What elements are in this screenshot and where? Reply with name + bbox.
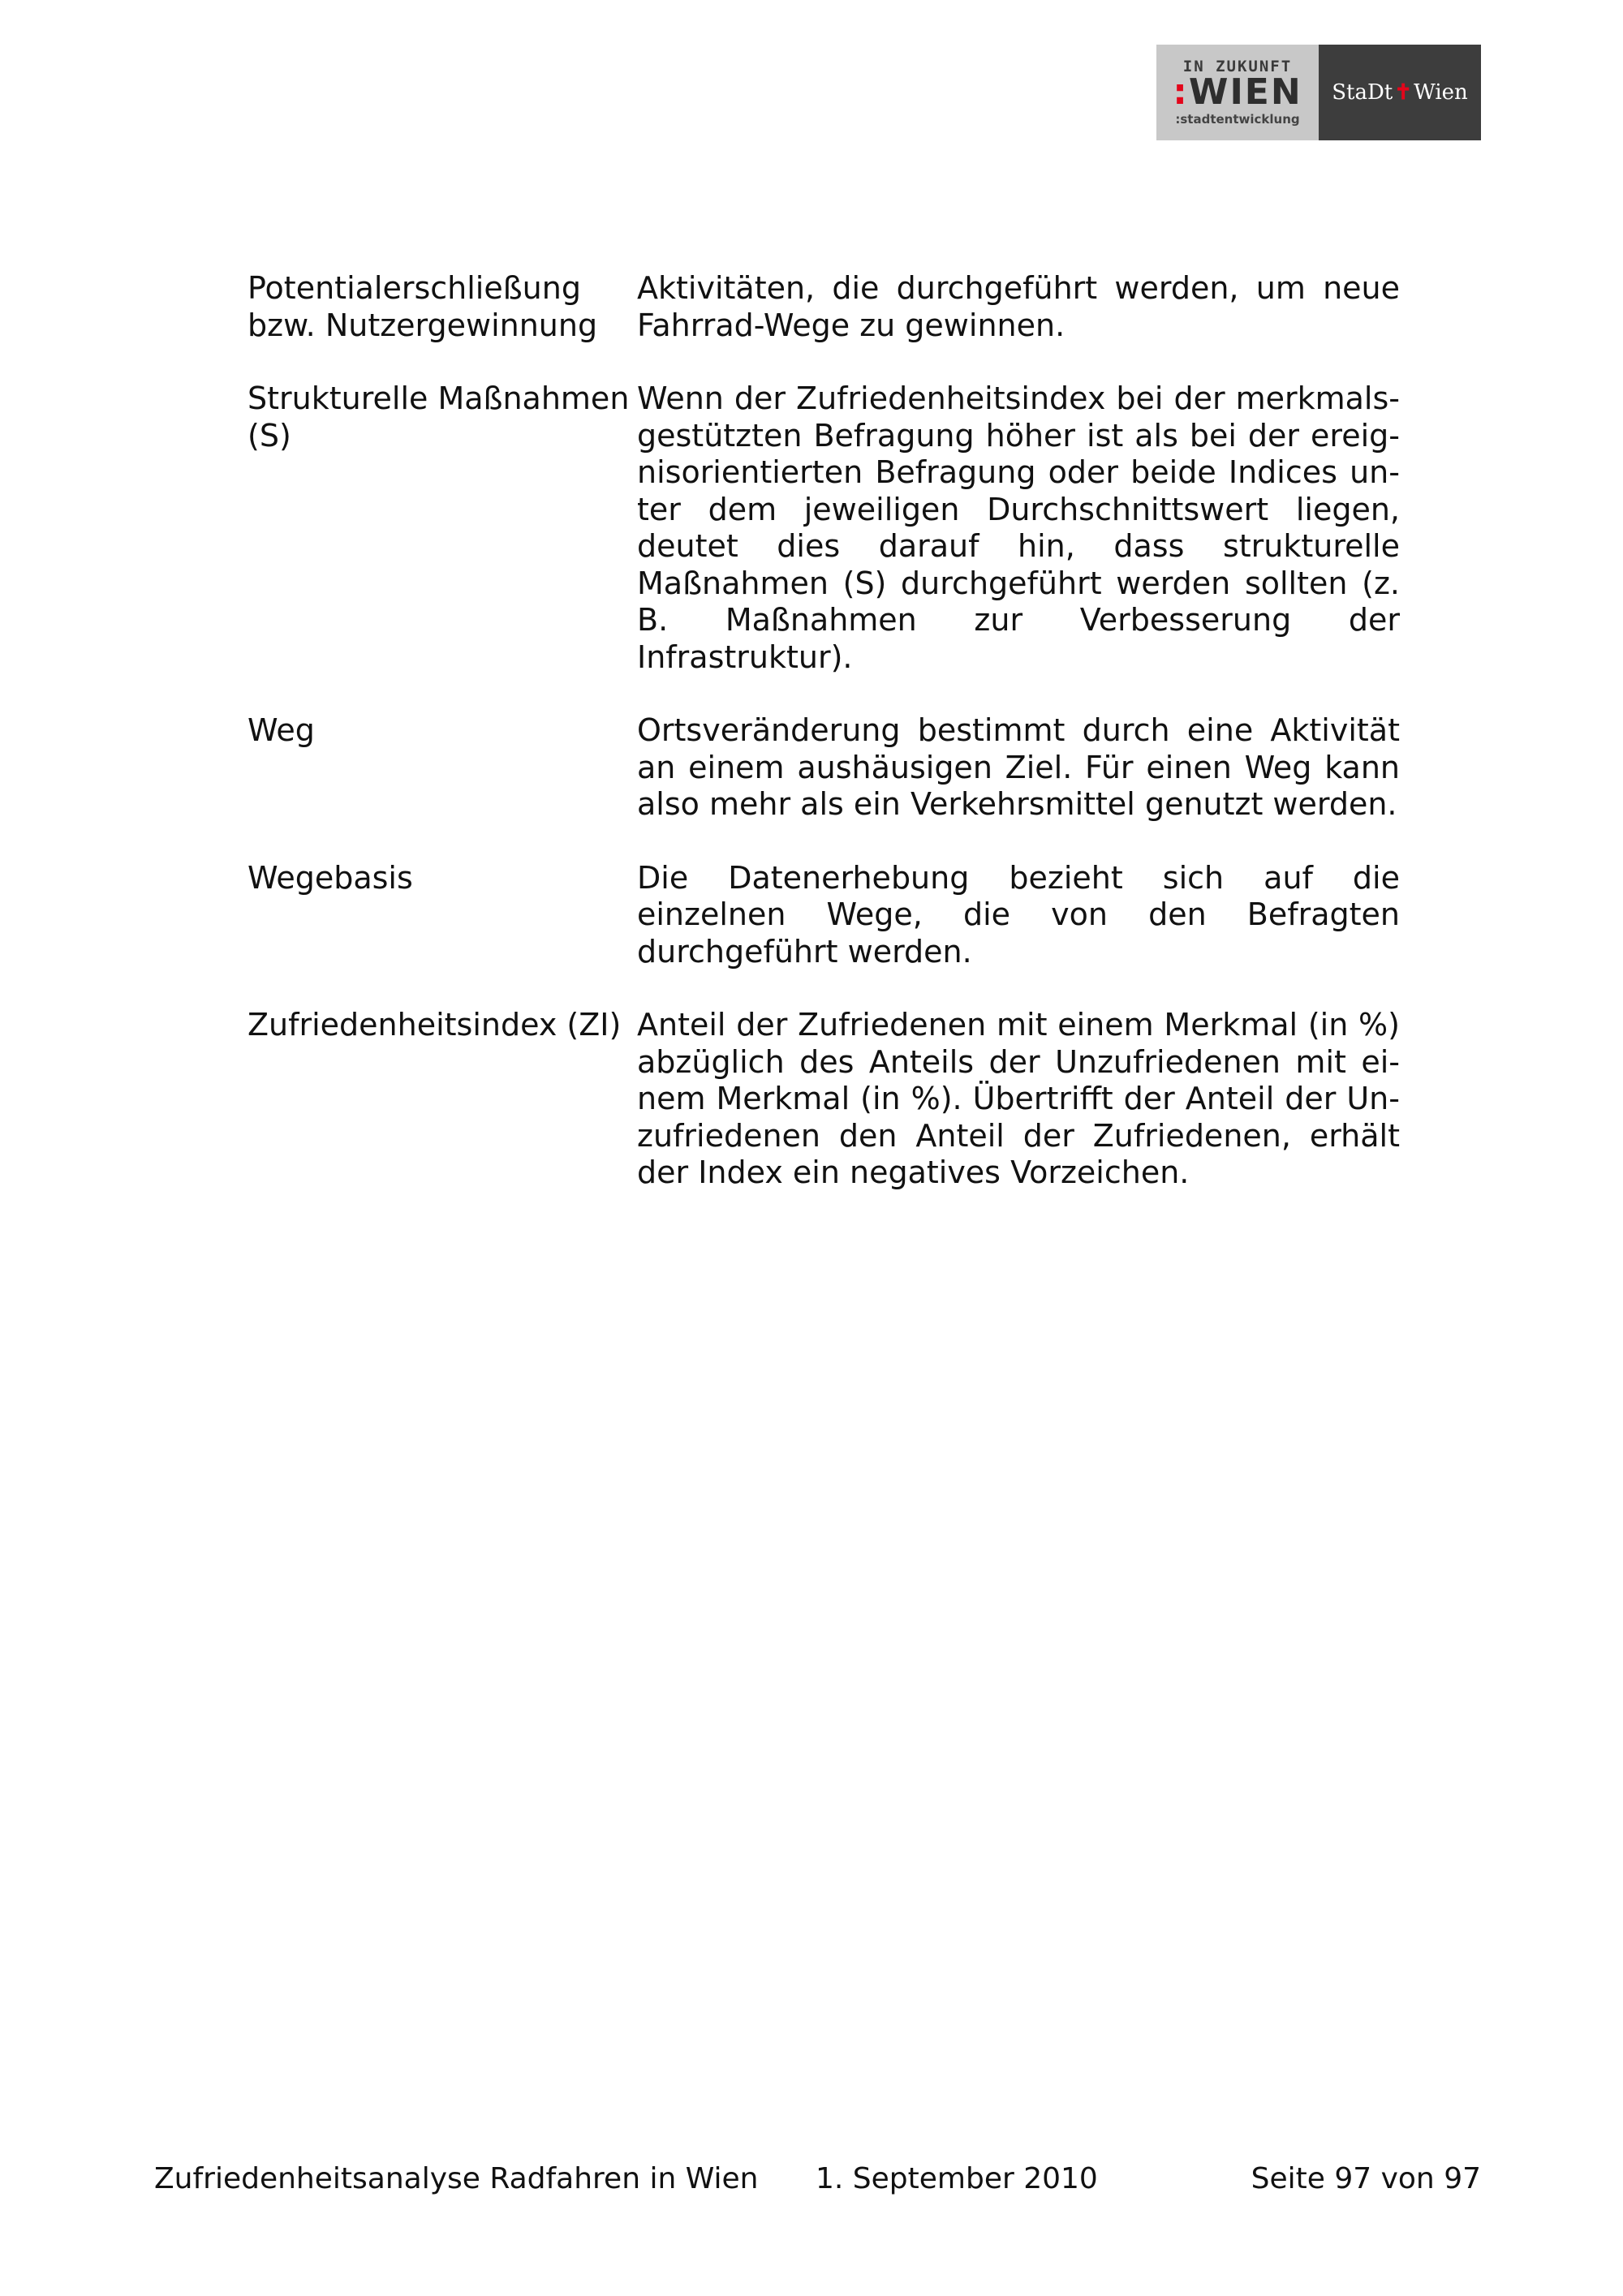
footer-document-title: Zufriedenheitsanalyse Radfahren in Wien	[154, 2162, 759, 2195]
logo-line2	[1173, 71, 1302, 113]
glossary-entry	[248, 1007, 1400, 1192]
in-zukunft-wien-logo	[1156, 45, 1319, 140]
cross-icon: ✝	[1394, 80, 1413, 105]
glossary-definition: Die Datenerhebung bezieht sich auf die einzelnen Wege, die von den Befragten durchgeführt werden.	[637, 859, 1400, 970]
logo-line3: :stadtentwicklung	[1175, 112, 1300, 127]
header-logo	[1156, 45, 1481, 140]
page-footer	[154, 2161, 1481, 2197]
glossary-definition: Wenn der Zufriedenheitsindex bei der merkmalsgestützten Befragung höher ist als bei der ereignisorientierten Befragung oder beide Indices unter dem jeweiligen Durchschnittswert liegen, deutet dies darauf hin, dass strukturelle Maßnahmen (S) durchgeführt werden sollten (z. B. Maßnahmen zur Verbesserung der Infrastruktur).	[637, 381, 1400, 675]
stadt-wien-right: Wien	[1414, 80, 1468, 105]
glossary-entry	[248, 860, 1400, 971]
glossary-definition: Aktivitäten, die durchgeführt werden, um neue Fahrrad-Wege zu gewinnen.	[637, 270, 1400, 343]
stadt-wien-logo	[1319, 45, 1481, 140]
glossary-entry	[248, 270, 1400, 344]
logo-colon-mark: :	[1173, 71, 1189, 113]
glossary-term: Potentialerschließung bzw. Nutzergewinnung	[248, 270, 598, 343]
logo-line1: IN ZUKUNFT	[1182, 58, 1293, 75]
glossary-definition: Ortsveränderung bestimmt durch eine Aktivität an einem aushäusigen Ziel. Für einen Weg kann also mehr als ein Verkehrsmittel genutzt werden.	[637, 712, 1400, 822]
glossary-term: Strukturelle Maßnahmen (S)	[248, 381, 630, 454]
glossary-entry	[248, 381, 1400, 676]
footer-page-number: Seite 97 von 97	[1251, 2162, 1481, 2195]
glossary-term: Weg	[248, 712, 315, 748]
logo-wien-text: WIEN	[1188, 71, 1302, 113]
glossary-term: Zufriedenheitsindex (ZI)	[248, 1007, 622, 1043]
glossary-table	[248, 270, 1400, 1228]
footer-date: 1. September 2010	[816, 2162, 1098, 2195]
stadt-wien-left: StaDt	[1332, 80, 1393, 105]
glossary-term: Wegebasis	[248, 859, 413, 896]
glossary-definition: Anteil der Zufriedenen mit einem Merkmal (in %) abzüglich des Anteils der Unzufriedenen mit einem Merkmal (in %). Übertrifft der Anteil der Unzufriedenen den Anteil der Zufriedenen, erhält der Index ein negatives Vorzeichen.	[637, 1007, 1400, 1190]
glossary-entry	[248, 712, 1400, 823]
